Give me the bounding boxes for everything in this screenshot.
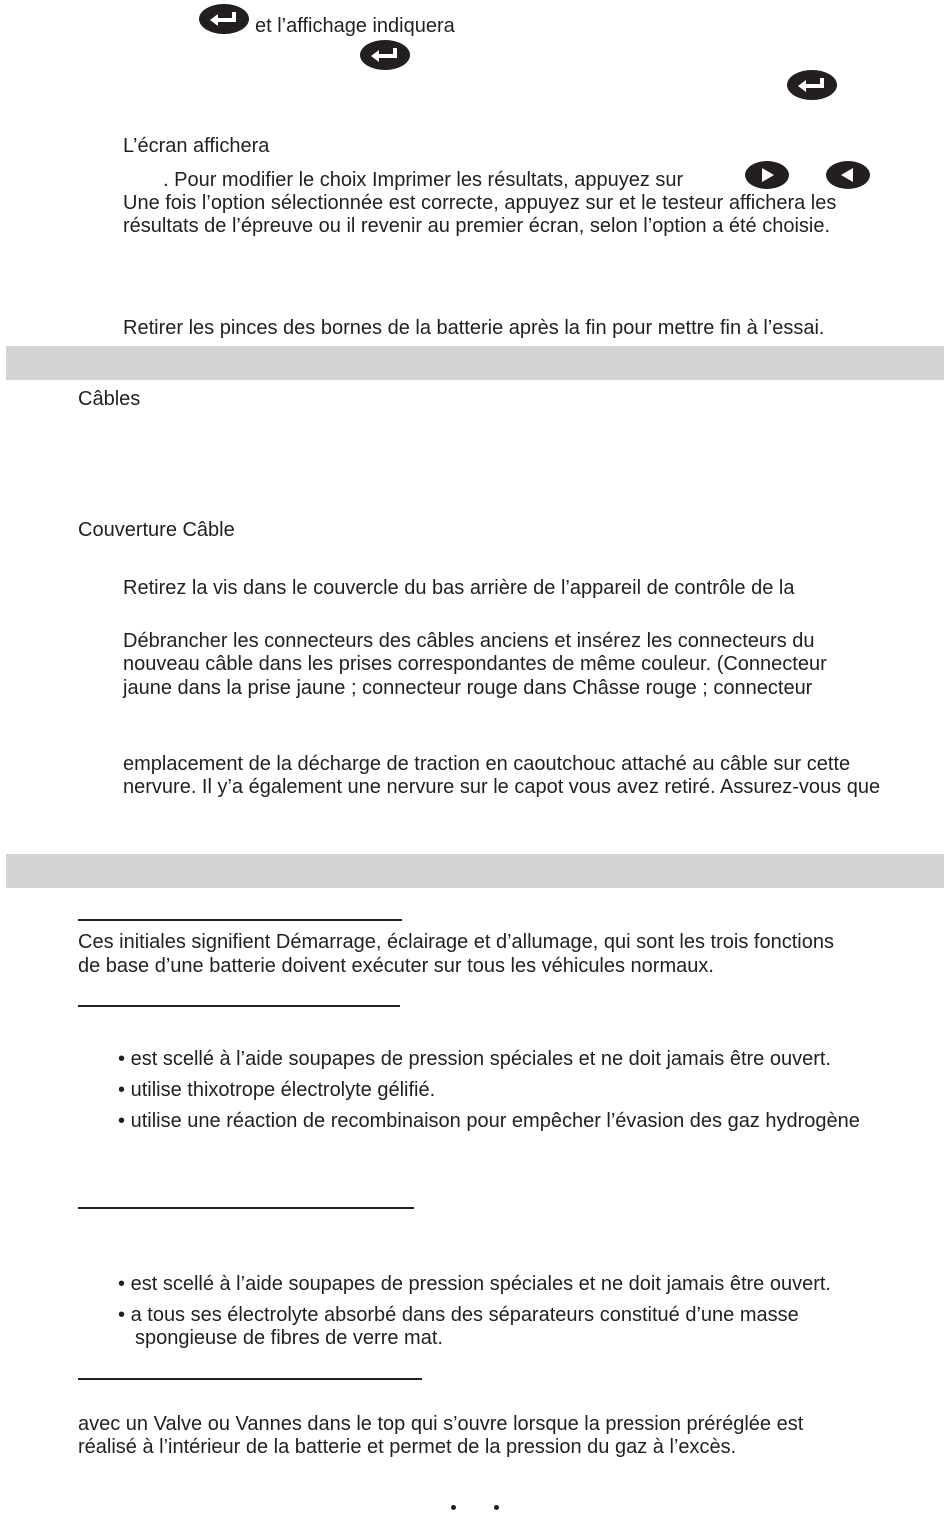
disconnect-step-line: jaune dans la prise jaune ; connecteur rouge dans Châsse rouge ; connecteur xyxy=(123,677,813,699)
list-item: • est scellé à l’aide soupapes de pression spéciales et ne doit jamais être ouvert. xyxy=(118,1273,831,1295)
strain-relief-line: emplacement de la décharge de traction en caoutchouc attaché au câble sur cette xyxy=(123,753,851,775)
list-item: • est scellé à l’aide soupapes de pression spéciales et ne doit jamais être ouvert. xyxy=(118,1048,831,1070)
sli-definition-line: de base d’une batterie doivent exécuter sur tous les véhicules normaux. xyxy=(78,955,714,977)
heading-underline xyxy=(78,1207,414,1209)
enter-key-icon xyxy=(199,4,249,34)
display-instruction: et l’affichage indiquera xyxy=(255,15,455,37)
list-item-continuation: spongieuse de fibres de verre mat. xyxy=(135,1327,443,1349)
right-arrow-key-icon xyxy=(745,161,789,189)
option-line-1: Une fois l’option sélectionnée est correcte, appuyez sur et le testeur affichera les xyxy=(123,192,837,214)
disconnect-step-line: nouveau câble dans les prises correspondantes de même couleur. (Connecteur xyxy=(123,653,827,675)
strain-relief-line: nervure. Il y’a également une nervure sur le capot vous avez retiré. Assurez-vous que xyxy=(123,776,881,798)
enter-key-icon xyxy=(787,70,837,100)
list-item: • utilise une réaction de recombinaison pour empêcher l’évasion des gaz hydrogène xyxy=(118,1110,860,1132)
footer-dot xyxy=(451,1505,456,1510)
list-item: • utilise thixotrope électrolyte gélifié. xyxy=(118,1079,436,1101)
section-header-bar xyxy=(6,346,944,380)
option-line-2: résultats de l’épreuve ou il revenir au premier écran, selon l’option a été choisie. xyxy=(123,215,831,237)
screen-display-line: L’écran affichera xyxy=(123,135,270,157)
footer-dot xyxy=(494,1505,499,1510)
modify-print-choice-line: . Pour modifier le choix Imprimer les résultats, appuyez sur xyxy=(163,169,684,191)
cables-heading: Câbles xyxy=(78,388,141,410)
cable-cover-heading: Couverture Câble xyxy=(78,519,235,541)
sli-definition-line: Ces initiales signifient Démarrage, éclairage et d’allumage, qui sont les trois fonctions xyxy=(78,931,834,953)
remove-clamps-line: Retirer les pinces des bornes de la batterie après la fin pour mettre fin à l’essai. xyxy=(123,317,825,339)
list-item: • a tous ses électrolyte absorbé dans des séparateurs constitué d’une masse xyxy=(118,1304,799,1326)
heading-underline xyxy=(78,919,402,921)
heading-underline xyxy=(78,1005,400,1007)
enter-key-icon xyxy=(360,40,410,70)
left-arrow-key-icon xyxy=(826,161,870,189)
valve-definition-line: avec un Valve ou Vannes dans le top qui s’ouvre lorsque la pression préréglée est xyxy=(78,1413,804,1435)
valve-definition-line: réalisé à l’intérieur de la batterie et permet de la pression du gaz à l’excès. xyxy=(78,1436,737,1458)
section-header-bar xyxy=(6,854,944,888)
disconnect-step-line: Débrancher les connecteurs des câbles anciens et insérez les connecteurs du xyxy=(123,630,815,652)
heading-underline xyxy=(78,1378,422,1380)
remove-screw-step: Retirez la vis dans le couvercle du bas arrière de l’appareil de contrôle de la xyxy=(123,577,795,599)
